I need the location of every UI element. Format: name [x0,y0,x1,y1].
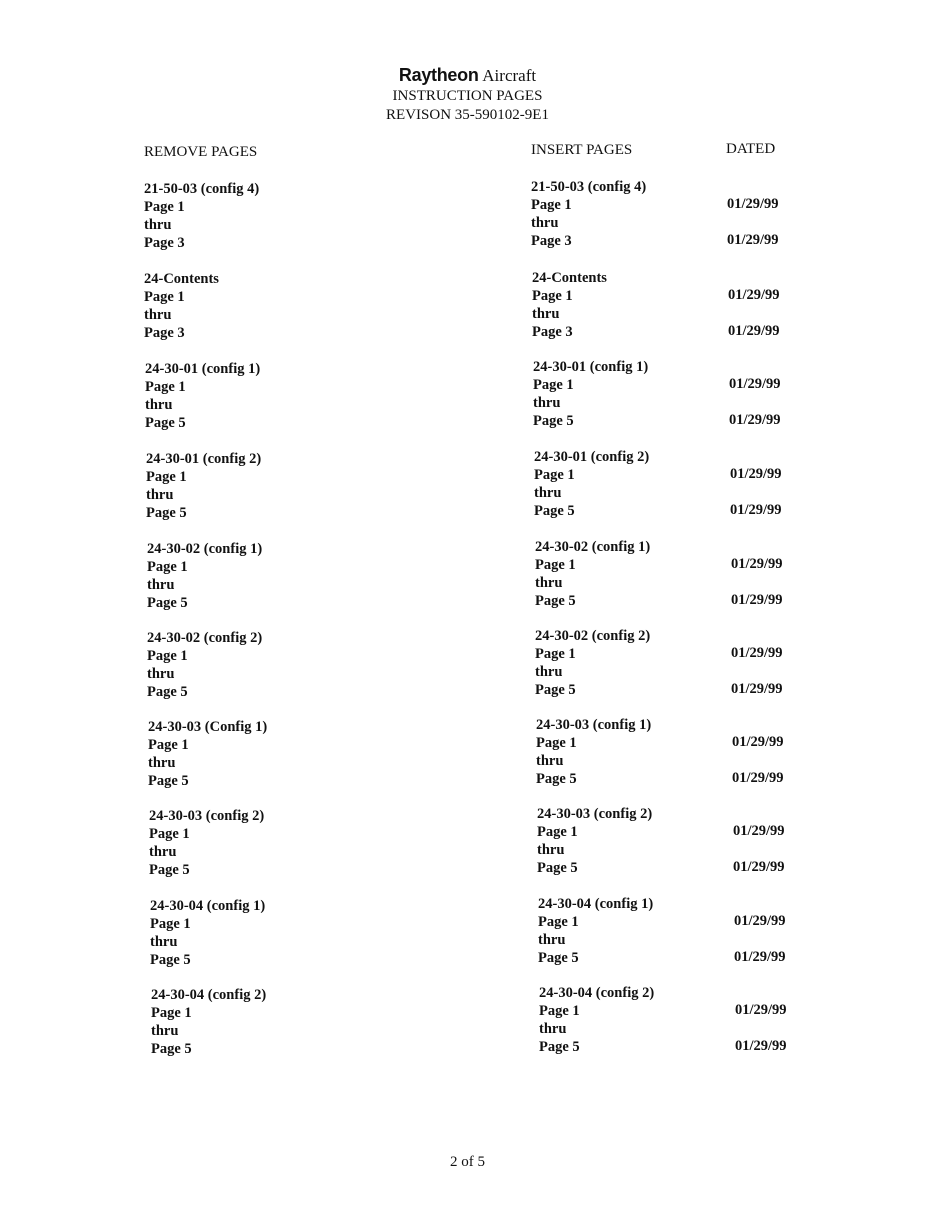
remove-group-title: 21-50-03 (config 4) [144,181,260,197]
remove-group-line: thru [147,666,175,682]
remove-group-line: Page 5 [150,952,191,968]
insert-group-line: Page 5 [535,682,576,698]
remove-group-line: Page 1 [144,199,185,215]
insert-group-line: Page 5 [534,503,575,519]
remove-group-line: Page 1 [149,826,190,842]
remove-group-line: Page 5 [147,595,188,611]
remove-pages-heading: REMOVE PAGES [144,144,258,160]
dated-heading: DATED [726,141,776,157]
header-revision: REVISON 35-590102-9E1 [386,107,549,123]
insert-group-line: Page 1 [539,1003,580,1019]
insert-group [533,358,648,430]
remove-group-line: thru [147,577,175,593]
remove-group-title: 24-30-03 (config 2) [149,808,265,824]
page-number: 2 of 5 [450,1154,485,1170]
remove-group-line: thru [149,844,177,860]
remove-group [146,450,261,522]
insert-date-first: 01/29/99 [727,196,779,212]
insert-date-first: 01/29/99 [733,823,785,839]
remove-group-title: 24-30-01 (config 1) [145,361,261,377]
remove-group-title: 24-30-03 (Config 1) [148,719,268,735]
insert-date-first: 01/29/99 [729,376,781,392]
remove-group-line: thru [144,217,172,233]
remove-group-line: Page 3 [144,325,185,341]
insert-group-line: Page 5 [539,1039,580,1055]
remove-group-title: 24-30-02 (config 1) [147,541,263,557]
insert-group-line: Page 1 [538,914,579,930]
insert-group-line: Page 3 [531,233,572,249]
insert-group-line: thru [538,932,566,948]
insert-group-line: Page 5 [536,771,577,787]
remove-group-line: Page 5 [145,415,186,431]
insert-date-first: 01/29/99 [730,466,782,482]
insert-group-line: Page 1 [532,288,573,304]
insert-group [538,895,653,967]
insert-group-line: Page 1 [531,197,572,213]
remove-group [149,807,264,879]
insert-group-title: 24-30-03 (config 2) [537,806,653,822]
remove-group-line: Page 5 [151,1041,192,1057]
remove-group-title: 24-30-02 (config 2) [147,630,263,646]
insert-group-title: 24-Contents [532,270,607,286]
remove-group-title: 24-30-01 (config 2) [146,451,262,467]
insert-date-last: 01/29/99 [731,681,783,697]
insert-group-title: 24-30-04 (config 1) [538,896,654,912]
insert-group [537,805,652,877]
remove-group [144,270,219,342]
insert-group [532,269,607,341]
header-title: INSTRUCTION PAGES [392,88,543,104]
insert-date-first: 01/29/99 [731,645,783,661]
insert-date-last: 01/29/99 [728,323,780,339]
insert-date-first: 01/29/99 [735,1002,787,1018]
remove-group-line: Page 5 [146,505,187,521]
remove-group-line: Page 5 [147,684,188,700]
insert-group [535,538,650,610]
insert-group-title: 24-30-03 (config 1) [536,717,652,733]
remove-group-line: Page 1 [150,916,191,932]
remove-group-line: Page 3 [144,235,185,251]
insert-group-line: Page 1 [534,467,575,483]
remove-group-line: Page 5 [149,862,190,878]
remove-group [145,360,260,432]
insert-group [535,627,650,699]
remove-group [147,540,262,612]
insert-group-title: 24-30-01 (config 2) [534,449,650,465]
remove-group-line: Page 1 [147,648,188,664]
raytheon-logo: Raytheon [398,65,479,85]
remove-group-line: Page 1 [151,1005,192,1021]
remove-group-line: Page 1 [148,737,189,753]
insert-group-line: Page 3 [532,324,573,340]
insert-group-line: Page 5 [533,413,574,429]
remove-group-line: thru [151,1023,179,1039]
document-header [0,66,935,125]
insert-date-first: 01/29/99 [728,287,780,303]
insert-group-line: thru [531,215,559,231]
insert-group-line: thru [535,575,563,591]
remove-group-line: thru [150,934,178,950]
remove-group-line: Page 5 [148,773,189,789]
remove-group-line: thru [144,307,172,323]
remove-group [147,629,262,701]
insert-group-title: 24-30-04 (config 2) [539,985,655,1001]
insert-group [534,448,649,520]
insert-date-last: 01/29/99 [729,412,781,428]
remove-group-line: thru [148,755,176,771]
brand-line [0,66,935,87]
insert-date-last: 01/29/99 [727,232,779,248]
insert-group-line: Page 1 [535,646,576,662]
insert-date-last: 01/29/99 [733,859,785,875]
insert-group [531,178,646,250]
insert-date-last: 01/29/99 [734,949,786,965]
remove-group-line: Page 1 [147,559,188,575]
remove-group [148,718,267,790]
brand-suffix: Aircraft [482,66,537,85]
insert-pages-heading: INSERT PAGES [531,142,633,158]
insert-group-line: thru [535,664,563,680]
insert-group-line: Page 1 [535,557,576,573]
insert-group-line: thru [532,306,560,322]
insert-group-line: Page 1 [533,377,574,393]
insert-group-title: 24-30-01 (config 1) [533,359,649,375]
remove-group-line: thru [146,487,174,503]
insert-group-line: thru [534,485,562,501]
insert-date-last: 01/29/99 [735,1038,787,1054]
insert-group-line: thru [536,753,564,769]
insert-group-line: Page 5 [538,950,579,966]
remove-group-line: thru [145,397,173,413]
insert-date-first: 01/29/99 [734,913,786,929]
remove-group-title: 24-Contents [144,271,219,287]
insert-group [536,716,651,788]
insert-date-first: 01/29/99 [732,734,784,750]
remove-group [144,180,259,252]
insert-group-line: Page 1 [537,824,578,840]
insert-group-title: 24-30-02 (config 1) [535,539,651,555]
insert-group-line: Page 1 [536,735,577,751]
insert-date-last: 01/29/99 [732,770,784,786]
insert-group-line: thru [533,395,561,411]
remove-group [151,986,266,1058]
insert-group-line: thru [539,1021,567,1037]
remove-group-line: Page 1 [145,379,186,395]
insert-group-line: thru [537,842,565,858]
remove-group-line: Page 1 [146,469,187,485]
insert-group-line: Page 5 [535,593,576,609]
insert-date-last: 01/29/99 [730,502,782,518]
insert-date-first: 01/29/99 [731,556,783,572]
remove-group-title: 24-30-04 (config 1) [150,898,266,914]
insert-date-last: 01/29/99 [731,592,783,608]
insert-group-line: Page 5 [537,860,578,876]
remove-group-line: Page 1 [144,289,185,305]
insert-group-title: 24-30-02 (config 2) [535,628,651,644]
insert-group [539,984,654,1056]
remove-group-title: 24-30-04 (config 2) [151,987,267,1003]
insert-group-title: 21-50-03 (config 4) [531,179,647,195]
remove-group [150,897,265,969]
